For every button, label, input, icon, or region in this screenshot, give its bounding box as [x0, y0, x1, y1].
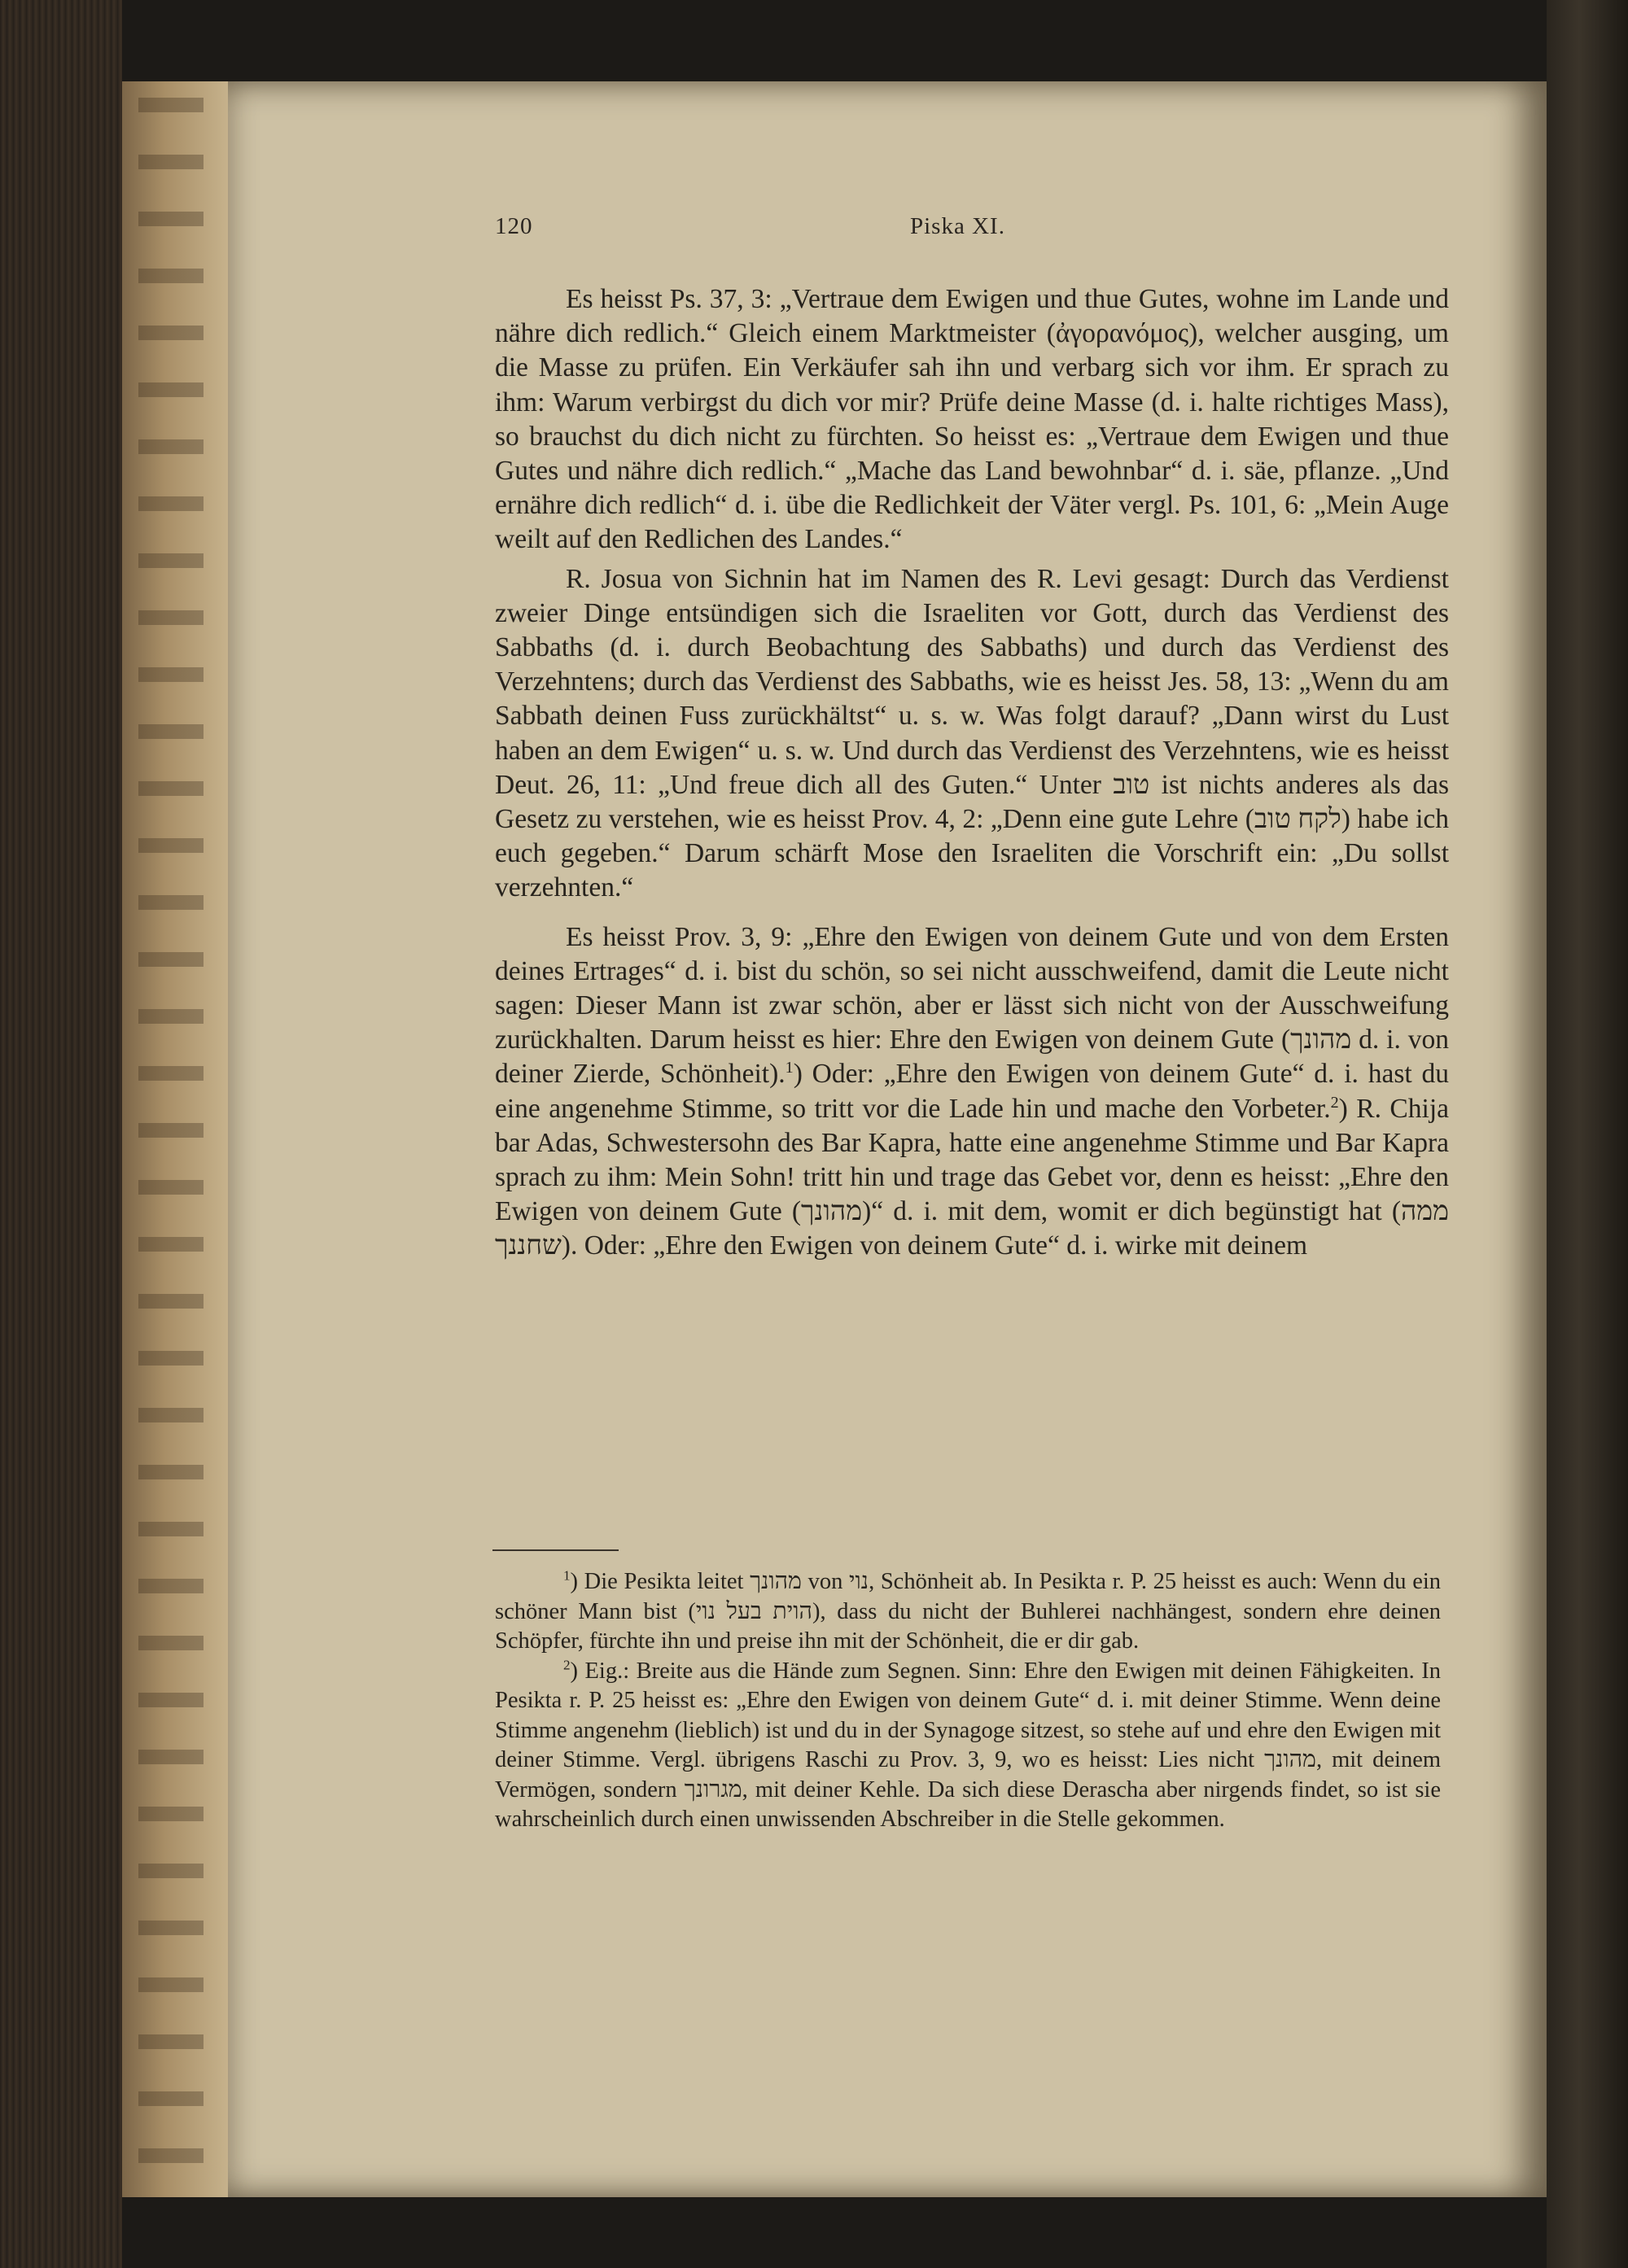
page-number: 120: [495, 213, 533, 239]
paragraph-2: R. Josua von Sichnin hat im Namen des R. Levi gesagt: Durch das Verdienst zweier Dinge entsündigen sich die Israeliten vor Gott, durch das Verdienst des Sabbaths (d. i. durch Beobachtung des Sabbaths) und durch das Verdienst des Verzehntens; durch das Verdienst des Sabbaths, wie es heisst Jes. 58, 13: „Wenn du am Sabbath deinen Fuss zurückhältst“ u. s. w. Was folgt darauf? „Dann wirst du Lust haben an dem Ewigen“ u. s. w. Und durch das Verdienst des Verzehntens, wie es heisst Deut. 26, 11: „Und freue dich all des Guten.“ Unter טוב ist nichts anderes als das Gesetz zu verstehen, wie es heisst Prov. 4, 2: „Denn eine gute Lehre (לקח טוב) habe ich euch gegeben.“ Darum schärft Mose den Israeliten die Vorschrift ein: „Du sollst verzehnten.“: [495, 563, 1450, 903]
footnote-ref-1: 1: [785, 1059, 794, 1077]
footnote-1: [495, 1567, 1441, 1657]
paragraph-3: [495, 920, 1449, 1264]
footnote-2-text: ) Eig.: Breite aus die Hände zum Segnen. Sinn: Ehre den Ewigen mit deinen Fähigkeiten. In Pesikta r. P. 25 heisst es: „Ehre den Ewigen von deinem Gute“ d. i. mit deiner Stimme. Wenn deine Stimme angenehm (lieblich) ist und du in der Synagoge sitzest, so stehe auf und ehre den Ewigen mit deiner Stimme. Vergl. übrigens Raschi zu Prov. 3, 9, wo es heisst: Lies nicht מהונך, mit deinem Vermögen, sondern מגרונך, mit deiner Kehle. Da sich diese Derascha aber nirgends findet, so ist sie wahrscheinlich durch einen unwissenden Abschreiber in die Stelle gekommen.: [495, 1658, 1442, 1832]
footnote-2: [495, 1657, 1441, 1835]
running-title: Piska XI.: [910, 213, 1005, 239]
footnote-divider: [492, 1549, 619, 1551]
book-spine-edge: [0, 0, 122, 2268]
page-stack-texture: [138, 98, 204, 2181]
footnote-1-mark: 1: [563, 1567, 571, 1584]
paragraph-3-part-a: Es heisst Prov. 3, 9: „Ehre den Ewigen von deinem Gute und von dem Ersten deines Ertrages“ d. i. bist du schön, so sei nicht ausschweifend, damit die Leute nicht sagen: Dieser Mann ist zwar schön, aber er lässt sich nicht von der Ausschweifung zurückhalten. Darum heisst es hier: Ehre den Ewigen von deinem Gute (מהונך d. i. von deiner Zierde, Schönheit).: [495, 921, 1449, 1090]
paragraph-3-part-b: ) Oder: „Ehre den Ewigen von deinem Gute“ d. i. hast du eine angenehme Stimme, so tritt vor die Lade hin und mache den Vorbeter.: [495, 1059, 1449, 1124]
footnotes: [495, 1567, 1441, 1835]
paragraph-1: Es heisst Ps. 37, 3: „Vertraue dem Ewigen und thue Gutes, wohne im Lande und nähre dich redlich.“ Gleich einem Marktmeister (ἀγορανόμος), welcher ausging, um die Masse zu prüfen. Ein Verkäufer sah ihn und verbarg sich vor ihm. Er sprach zu ihm: Warum verbirgst du dich vor mir? Prüfe deine Masse (d. i. halte richtiges Mass), so brauchst du dich nicht zu fürchten. So heisst es: „Vertraue dem Ewigen und thue Gutes und nähre dich redlich.“ „Mache das Land bewohnbar“ d. i. säe, pflanze. „Und ernähre dich redlich“ d. i. übe die Redlichkeit der Väter vergl. Ps. 101, 6: „Mein Auge weilt auf den Redlichen des Landes.“: [495, 284, 1449, 555]
paragraph-3-part-c: ) R. Chija bar Adas, Schwestersohn des Bar Kapra, hatte eine angenehme Stimme und Bar Kapra sprach zu ihm: Mein Sohn! tritt hin und trage das Gebet vor, denn es heisst: „Ehre den Ewigen von deinem Gute (מהונך)“ d. i. mit dem, womit er dich begünstigt hat (ממה שחננך). Oder: „Ehre den Ewigen von deinem Gute“ d. i. wirke mit deinem: [495, 1093, 1450, 1261]
footnote-1-text: ) Die Pesikta leitet מהונך von נוי, Schönheit ab. In Pesikta r. P. 25 heisst es auch: Wenn du ein schöner Mann bist (הוית בעל נוי), dass du nicht der Buhlerei nachhängest, sondern ehre deinen Schöpfer, fürchte ihn und preise ihn mit der Schönheit, die er dir gab.: [495, 1569, 1442, 1654]
facing-page-edge: [1547, 0, 1628, 2268]
main-text: [495, 282, 1449, 1264]
page-header: [495, 213, 1035, 246]
footnote-ref-2: 2: [1330, 1093, 1339, 1112]
footnote-2-mark: 2: [563, 1657, 571, 1672]
